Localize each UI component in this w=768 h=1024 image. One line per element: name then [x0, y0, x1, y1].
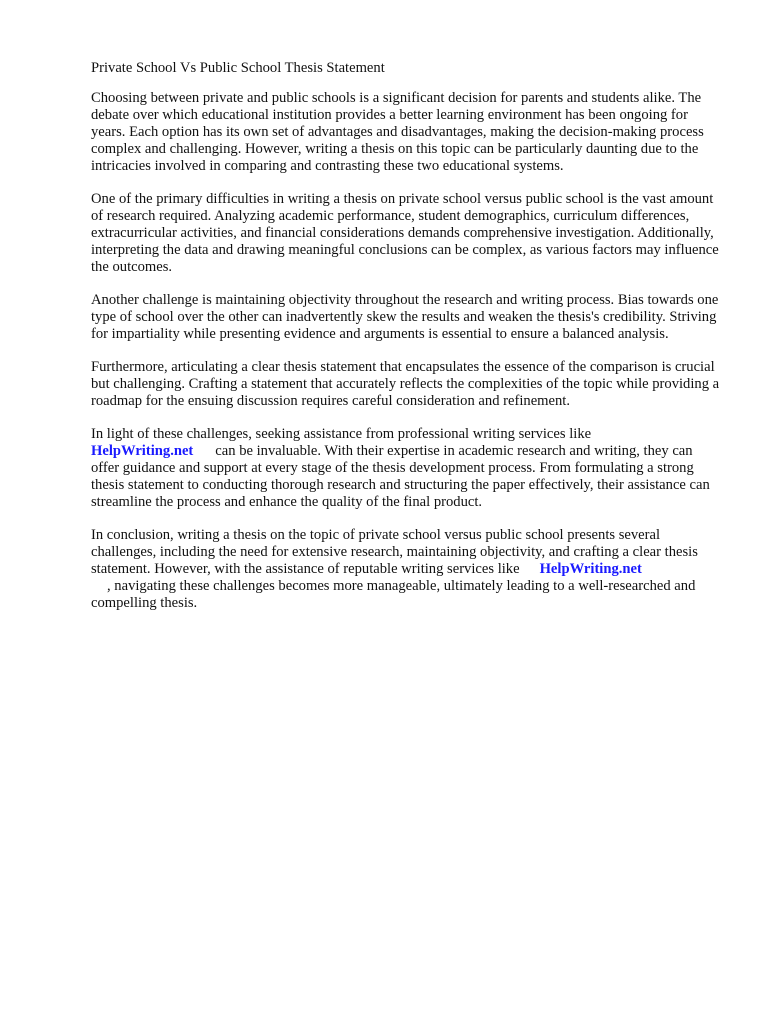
paragraph-conclusion-rest: , navigating these challenges becomes more manageable, ultimately leading to a well-researched and compelling thesis. — [91, 578, 696, 611]
paragraph-conclusion-lead: In conclusion, writing a thesis on the topic of private school versus public school presents several challenges, including the need for extensive research, maintaining objectivity, and crafting a clear thesis statement. However, with the assistance of reputable writing services like — [91, 527, 698, 577]
paragraph-assistance — [91, 426, 723, 511]
helpwriting-link-conclusion[interactable]: HelpWriting.net — [539, 561, 642, 577]
paragraph-assistance-rest: can be invaluable. With their expertise in academic research and writing, they can offer guidance and support at every stage of the thesis development process. From formulating a strong thesis statement to conducting thorough research and structuring the paper effectively, their assistance can streamline the process and enhance the quality of the final product. — [91, 443, 710, 510]
paragraph-conclusion — [91, 527, 723, 612]
paragraph-intro: Choosing between private and public schools is a significant decision for parents and students alike. The debate over which educational institution provides a better learning environment has been ongoing for years. Each option has its own set of advantages and disadvantages, making the decision-making process complex and challenging. However, writing a thesis on this topic can be particularly daunting due to the intricacies involved in comparing and contrasting these two educational systems. — [91, 90, 704, 174]
paragraph-assistance-lead: In light of these challenges, seeking assistance from professional writing services like — [91, 426, 592, 442]
paragraph-thesis-statement: Furthermore, articulating a clear thesis statement that encapsulates the essence of the comparison is crucial but challenging. Crafting a statement that accurately reflects the complexities of the topic while providing a roadmap for the ensuing discussion requires careful consideration and refinement. — [91, 359, 720, 409]
paragraph-research-difficulty: One of the primary difficulties in writing a thesis on private school versus public school is the vast amount of research required. Analyzing academic performance, student demographics, curriculum differences, extracurricular activities, and financial considerations demands comprehensive investigation. Additionally, interpreting the data and drawing meaningful conclusions can be complex, as various factors may influence the outcomes. — [91, 191, 719, 275]
document-page — [91, 60, 723, 628]
document-title: Private School Vs Public School Thesis Statement — [91, 60, 385, 76]
helpwriting-link[interactable]: HelpWriting.net — [91, 443, 194, 459]
paragraph-objectivity: Another challenge is maintaining objectivity throughout the research and writing process. Bias towards one type of school over the other can inadvertently skew the results and weaken the thesis's credibility. Striving for impartiality while presenting evidence and arguments is essential to ensure a balanced analysis. — [91, 292, 719, 342]
